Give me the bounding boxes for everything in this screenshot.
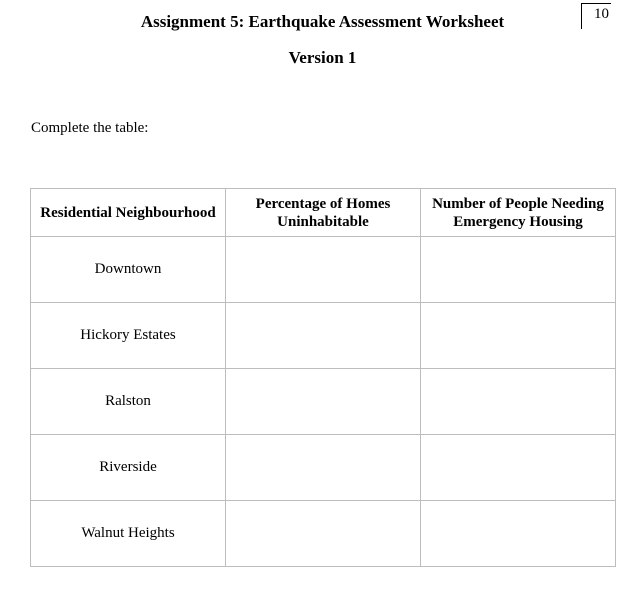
cell-people[interactable]	[421, 369, 616, 435]
header-people: Number of People Needing Emergency Housing	[421, 189, 616, 237]
cell-percentage[interactable]	[226, 369, 421, 435]
table-row	[31, 501, 616, 567]
page-title: Assignment 5: Earthquake Assessment Worksheet	[140, 12, 505, 31]
cell-percentage[interactable]	[226, 237, 421, 303]
table-row	[31, 369, 616, 435]
cell-neighbourhood: Ralston	[31, 369, 226, 435]
header-percentage: Percentage of Homes Uninhabitable	[226, 189, 421, 237]
cell-percentage[interactable]	[226, 303, 421, 369]
cell-people[interactable]	[421, 435, 616, 501]
cell-percentage[interactable]	[226, 435, 421, 501]
table-header-row	[31, 189, 616, 237]
cell-people[interactable]	[421, 303, 616, 369]
score-total: 10	[594, 6, 609, 22]
header-neighbourhood: Residential Neighbourhood	[31, 189, 226, 237]
cell-neighbourhood: Walnut Heights	[31, 501, 226, 567]
cell-percentage[interactable]	[226, 501, 421, 567]
assessment-table	[30, 188, 616, 567]
table-row	[31, 303, 616, 369]
table-row	[31, 435, 616, 501]
cell-neighbourhood: Hickory Estates	[31, 303, 226, 369]
table-row	[31, 237, 616, 303]
cell-neighbourhood: Riverside	[31, 435, 226, 501]
cell-people[interactable]	[421, 501, 616, 567]
version-label: Version 1	[288, 48, 357, 67]
instruction-text: Complete the table:	[31, 120, 149, 136]
cell-neighbourhood: Downtown	[31, 237, 226, 303]
cell-people[interactable]	[421, 237, 616, 303]
